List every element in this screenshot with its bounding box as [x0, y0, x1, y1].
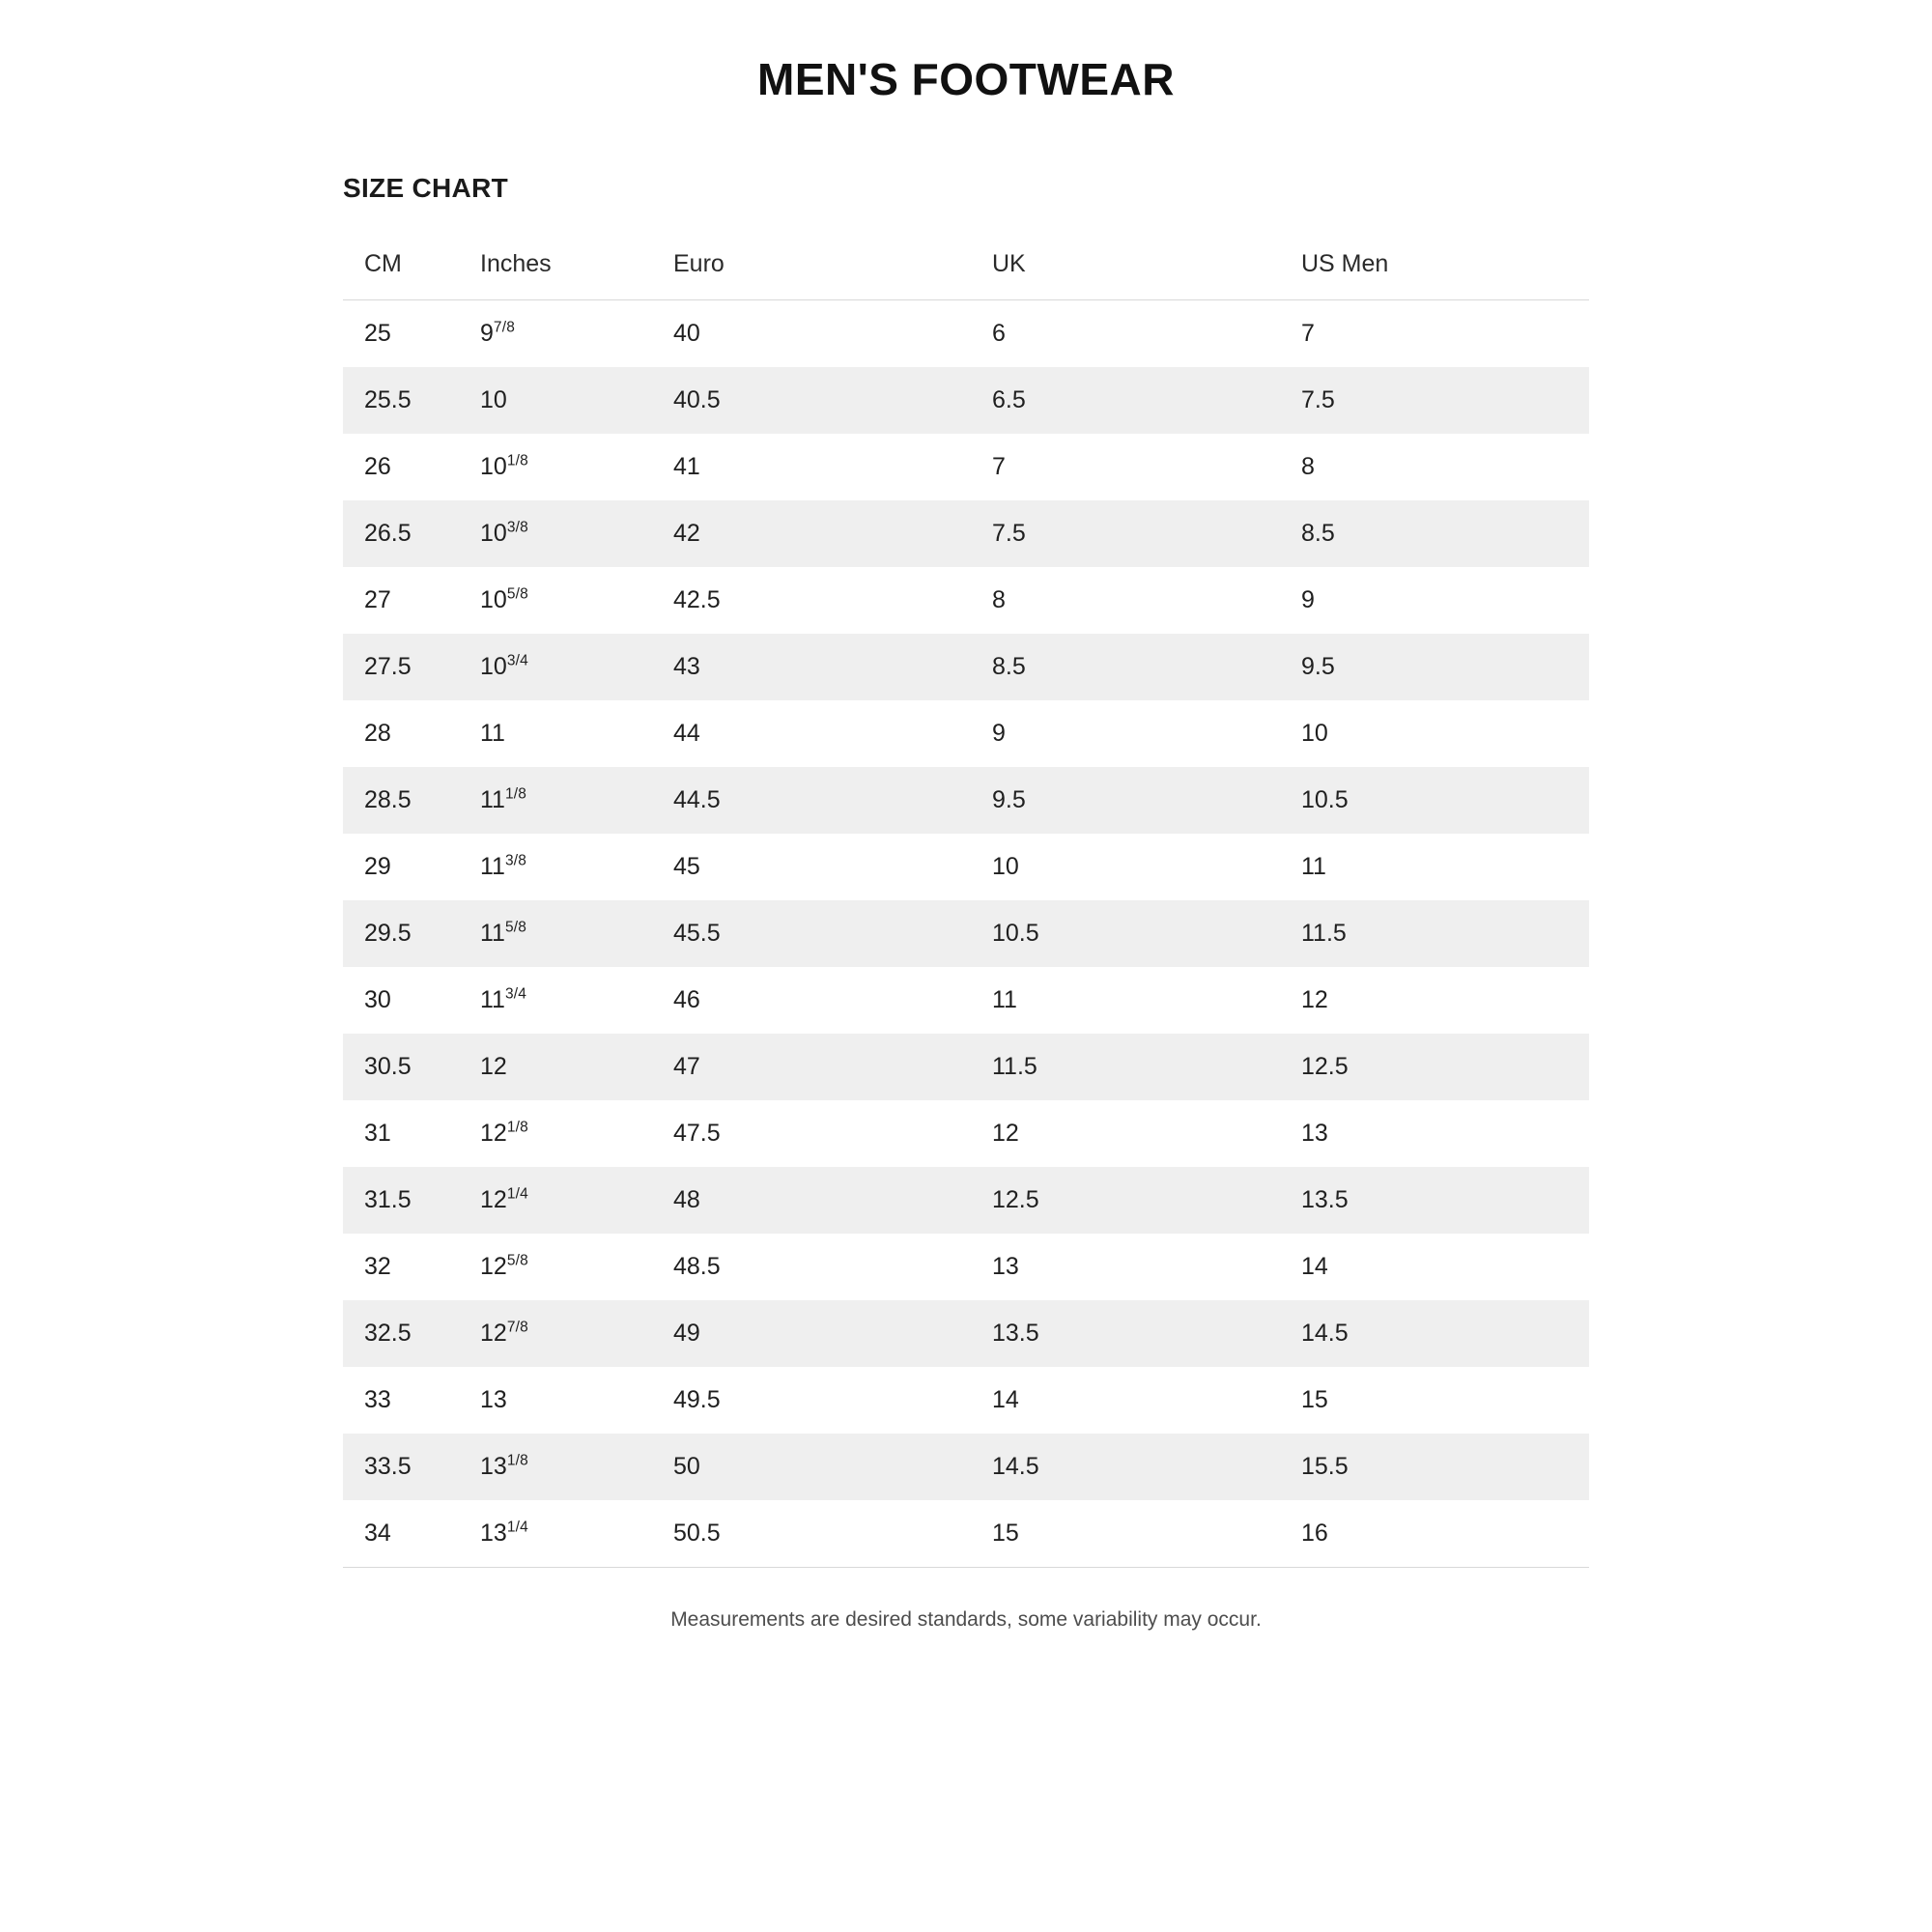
- cell-euro: 50: [652, 1434, 971, 1500]
- cell-inches: $10^{5/8}$: [480, 585, 528, 613]
- cell-inches: $10^{3/8}$: [459, 500, 652, 567]
- cell-uk: 8: [992, 586, 1006, 613]
- cell-inches: $13^{1/4}$: [459, 1500, 652, 1568]
- cell-inches: $12^{5/8}$: [480, 1252, 528, 1280]
- cell-uk: 14.5: [971, 1434, 1280, 1500]
- cell-inches: 10: [459, 367, 652, 434]
- cell-uk: 11: [992, 986, 1017, 1013]
- column-header-inches: Inches: [459, 241, 652, 300]
- cell-us-men: 8: [1301, 453, 1315, 480]
- inches-fraction: 7/8: [493, 319, 516, 336]
- inches-fraction: 1/4: [506, 1185, 528, 1203]
- table-body: [343, 300, 1589, 1568]
- cell-cm: 33: [364, 1386, 391, 1413]
- cell-euro: 46: [673, 986, 700, 1013]
- cell-uk: 13: [992, 1253, 1019, 1280]
- cell-inches: $10^{1/8}$: [480, 452, 528, 480]
- table-row: [343, 834, 1589, 900]
- cell-cm: 29: [364, 853, 391, 880]
- size-chart-table-container: [0, 241, 1932, 1632]
- cell-inches: $11^{3/4}$: [480, 985, 527, 1013]
- cell-cm: 32.5: [343, 1300, 459, 1367]
- table-header-row: [343, 241, 1589, 300]
- cell-cm: 30.5: [343, 1034, 459, 1100]
- cell-inches: $12^{7/8}$: [459, 1300, 652, 1367]
- cell-euro: 40.5: [652, 367, 971, 434]
- cell-uk: 14: [992, 1386, 1019, 1413]
- inches-fraction: 1/8: [504, 785, 527, 803]
- table-row: [343, 367, 1589, 434]
- cell-us-men: 7: [1301, 320, 1315, 347]
- cell-cm: 34: [343, 1500, 459, 1568]
- cell-cm: 25.5: [343, 367, 459, 434]
- inches-fraction: 3/4: [506, 652, 528, 669]
- column-header-us-men: US Men: [1280, 241, 1589, 300]
- cell-inches: $10^{3/4}$: [459, 634, 652, 700]
- cell-inches: $12^{1/8}$: [480, 1119, 528, 1147]
- table-row: [343, 1234, 1589, 1300]
- table-row: [343, 900, 1589, 967]
- cell-uk: 7: [992, 453, 1006, 480]
- cell-euro: 47: [652, 1034, 971, 1100]
- cell-us-men: 9: [1301, 586, 1315, 613]
- cell-inches: $11^{3/8}$: [480, 852, 527, 880]
- cell-cm: 26: [364, 453, 391, 480]
- cell-us-men: 12: [1301, 986, 1328, 1013]
- section-title: SIZE CHART: [343, 173, 508, 203]
- table-row: [343, 500, 1589, 567]
- cell-us-men: 15.5: [1280, 1434, 1589, 1500]
- cell-uk: 7.5: [971, 500, 1280, 567]
- cell-cm: 25: [364, 320, 391, 347]
- inches-fraction: 7/8: [506, 1319, 528, 1336]
- column-header-euro: Euro: [652, 241, 971, 300]
- cell-euro: 44.5: [652, 767, 971, 834]
- cell-euro: 41: [673, 453, 700, 480]
- cell-us-men: 10.5: [1280, 767, 1589, 834]
- table-row: [343, 1300, 1589, 1367]
- inches-fraction: 1/8: [506, 1452, 528, 1469]
- table-row: [343, 1434, 1589, 1500]
- table-row: [343, 967, 1589, 1034]
- cell-us-men: 11.5: [1280, 900, 1589, 967]
- table-row: [343, 700, 1589, 767]
- cell-euro: 42.5: [673, 586, 721, 613]
- inches-fraction: 1/4: [506, 1519, 528, 1536]
- cell-inches: $11^{1/8}$: [459, 767, 652, 834]
- cell-cm: 31.5: [343, 1167, 459, 1234]
- cell-us-men: 13.5: [1280, 1167, 1589, 1234]
- cell-cm: 28.5: [343, 767, 459, 834]
- cell-us-men: 14: [1301, 1253, 1328, 1280]
- table-row: [343, 1167, 1589, 1234]
- cell-us-men: 9.5: [1280, 634, 1589, 700]
- table-row: [343, 634, 1589, 700]
- cell-uk: 12: [992, 1120, 1019, 1147]
- cell-euro: 45.5: [652, 900, 971, 967]
- cell-cm: 30: [364, 986, 391, 1013]
- cell-cm: 32: [364, 1253, 391, 1280]
- table-row: [343, 767, 1589, 834]
- cell-inches: $13^{1/8}$: [459, 1434, 652, 1500]
- cell-uk: 15: [971, 1500, 1280, 1568]
- table-row: [343, 434, 1589, 500]
- inches-fraction: 3/8: [504, 852, 527, 869]
- cell-uk: 11.5: [971, 1034, 1280, 1100]
- cell-uk: 10: [992, 853, 1019, 880]
- cell-uk: 12.5: [971, 1167, 1280, 1234]
- cell-uk: 8.5: [971, 634, 1280, 700]
- inches-fraction: 5/8: [504, 919, 527, 936]
- cell-inches: $12^{1/4}$: [459, 1167, 652, 1234]
- table-row: [343, 1100, 1589, 1167]
- cell-uk: 6: [992, 320, 1006, 347]
- page-title: MEN'S FOOTWEAR: [757, 54, 1175, 104]
- cell-us-men: 14.5: [1280, 1300, 1589, 1367]
- cell-uk: 9.5: [971, 767, 1280, 834]
- cell-us-men: 16: [1280, 1500, 1589, 1568]
- cell-us-men: 7.5: [1280, 367, 1589, 434]
- table-row: [343, 567, 1589, 634]
- cell-cm: 28: [364, 720, 391, 747]
- cell-euro: 40: [673, 320, 700, 347]
- table-row: [343, 300, 1589, 368]
- cell-us-men: 10: [1301, 720, 1328, 747]
- footnote: Measurements are desired standards, some variability may occur.: [670, 1608, 1262, 1631]
- cell-cm: 26.5: [343, 500, 459, 567]
- cell-uk: 9: [992, 720, 1006, 747]
- column-header-cm: CM: [343, 241, 459, 300]
- cell-us-men: 11: [1301, 853, 1326, 880]
- size-chart-table: [343, 241, 1589, 1568]
- inches-fraction: 3/8: [506, 519, 528, 536]
- cell-euro: 48.5: [673, 1253, 721, 1280]
- cell-us-men: 13: [1301, 1120, 1328, 1147]
- cell-us-men: 12.5: [1280, 1034, 1589, 1100]
- cell-inches: $9^{7/8}$: [480, 319, 516, 347]
- table-row: [343, 1500, 1589, 1568]
- inches-fraction: 5/8: [506, 1252, 528, 1269]
- cell-cm: 29.5: [343, 900, 459, 967]
- cell-euro: 47.5: [673, 1120, 721, 1147]
- cell-us-men: 8.5: [1280, 500, 1589, 567]
- cell-euro: 49: [652, 1300, 971, 1367]
- table-row: [343, 1367, 1589, 1434]
- cell-uk: 10.5: [971, 900, 1280, 967]
- cell-inches: 12: [459, 1034, 652, 1100]
- cell-cm: 33.5: [343, 1434, 459, 1500]
- cell-uk: 6.5: [971, 367, 1280, 434]
- cell-inches: $11^{5/8}$: [459, 900, 652, 967]
- inches-fraction: 1/8: [506, 1119, 528, 1136]
- cell-euro: 49.5: [673, 1386, 721, 1413]
- cell-euro: 44: [673, 720, 700, 747]
- cell-euro: 45: [673, 853, 700, 880]
- table-header: [343, 241, 1589, 300]
- table-row: [343, 1034, 1589, 1100]
- cell-euro: 50.5: [652, 1500, 971, 1568]
- inches-fraction: 3/4: [504, 985, 527, 1003]
- cell-euro: 42: [652, 500, 971, 567]
- cell-euro: 43: [652, 634, 971, 700]
- cell-us-men: 15: [1301, 1386, 1328, 1413]
- inches-fraction: 1/8: [506, 452, 528, 469]
- cell-inches: 13: [480, 1386, 507, 1413]
- cell-inches: 11: [480, 720, 505, 747]
- cell-uk: 13.5: [971, 1300, 1280, 1367]
- cell-cm: 27.5: [343, 634, 459, 700]
- cell-euro: 48: [652, 1167, 971, 1234]
- cell-cm: 27: [364, 586, 391, 613]
- column-header-uk: UK: [971, 241, 1280, 300]
- inches-fraction: 5/8: [506, 585, 528, 603]
- cell-cm: 31: [364, 1120, 391, 1147]
